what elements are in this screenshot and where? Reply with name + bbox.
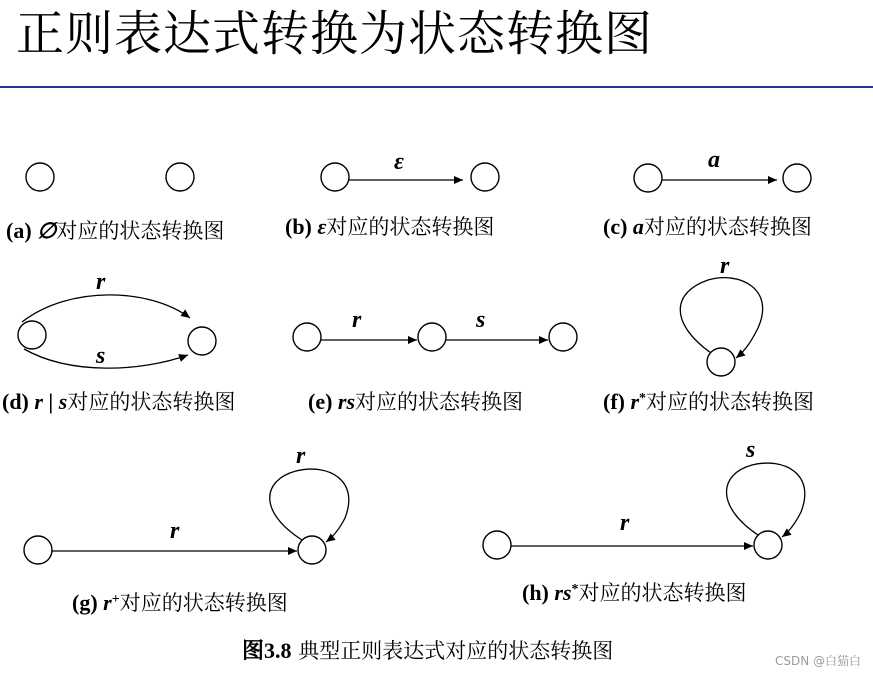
caption-a: (a) ∅对应的状态转换图 <box>6 218 225 243</box>
self-loop-edge <box>270 469 349 542</box>
transition-edge <box>22 295 190 322</box>
edge-label-c: a <box>708 147 720 173</box>
self-loop-edge <box>726 463 804 537</box>
state-node <box>321 163 349 191</box>
caption-e: (e) rs对应的状态转换图 <box>308 389 524 414</box>
self-loop-edge <box>680 278 762 358</box>
state-node <box>549 323 577 351</box>
page-title: 正则表达式转换为状态转换图 <box>16 6 654 62</box>
edge-label-e-second: s <box>476 307 486 333</box>
edge-label-g-loop: r <box>296 443 306 469</box>
edge-label-f-loop: r <box>720 253 730 279</box>
edge-label-h-edge: r <box>620 510 630 536</box>
diagram-b <box>285 149 499 239</box>
edge-label-d-bottom: s <box>96 343 106 369</box>
diagram-a <box>6 163 224 243</box>
state-node <box>707 348 735 376</box>
diagram-c <box>603 147 812 239</box>
state-node <box>483 531 511 559</box>
diagram-d <box>2 269 235 414</box>
edge-label-h-loop: s <box>746 437 756 463</box>
edge-label-b: ε <box>394 149 404 175</box>
diagram-e <box>293 307 577 414</box>
edge-label-e-first: r <box>352 307 362 333</box>
state-node <box>298 536 326 564</box>
diagram-h <box>483 437 805 605</box>
figure-caption-label: 图3.8 <box>242 638 292 663</box>
state-node <box>471 163 499 191</box>
state-node <box>783 164 811 192</box>
state-node <box>166 163 194 191</box>
edge-label-d-top: r <box>96 269 106 295</box>
state-node <box>18 321 46 349</box>
diagram-g <box>24 443 349 615</box>
watermark: CSDN @白猫白 <box>774 654 861 668</box>
state-node <box>24 536 52 564</box>
state-node <box>634 164 662 192</box>
figure-caption <box>242 638 613 663</box>
diagram-f <box>603 253 814 414</box>
transition-edge <box>24 349 188 368</box>
caption-h: (h) rs*对应的状态转换图 <box>522 580 747 605</box>
state-node <box>293 323 321 351</box>
caption-b: (b) ε对应的状态转换图 <box>285 214 495 239</box>
figure-caption-text: 典型正则表达式对应的状态转换图 <box>291 639 614 663</box>
caption-c: (c) a对应的状态转换图 <box>603 214 812 239</box>
caption-d: (d) r | s对应的状态转换图 <box>2 389 236 414</box>
caption-f: (f) r*对应的状态转换图 <box>603 389 815 414</box>
state-node <box>418 323 446 351</box>
caption-g: (g) r+对应的状态转换图 <box>72 590 288 615</box>
state-node <box>754 531 782 559</box>
edge-label-g-edge: r <box>170 518 180 544</box>
state-node <box>188 327 216 355</box>
state-node <box>26 163 54 191</box>
